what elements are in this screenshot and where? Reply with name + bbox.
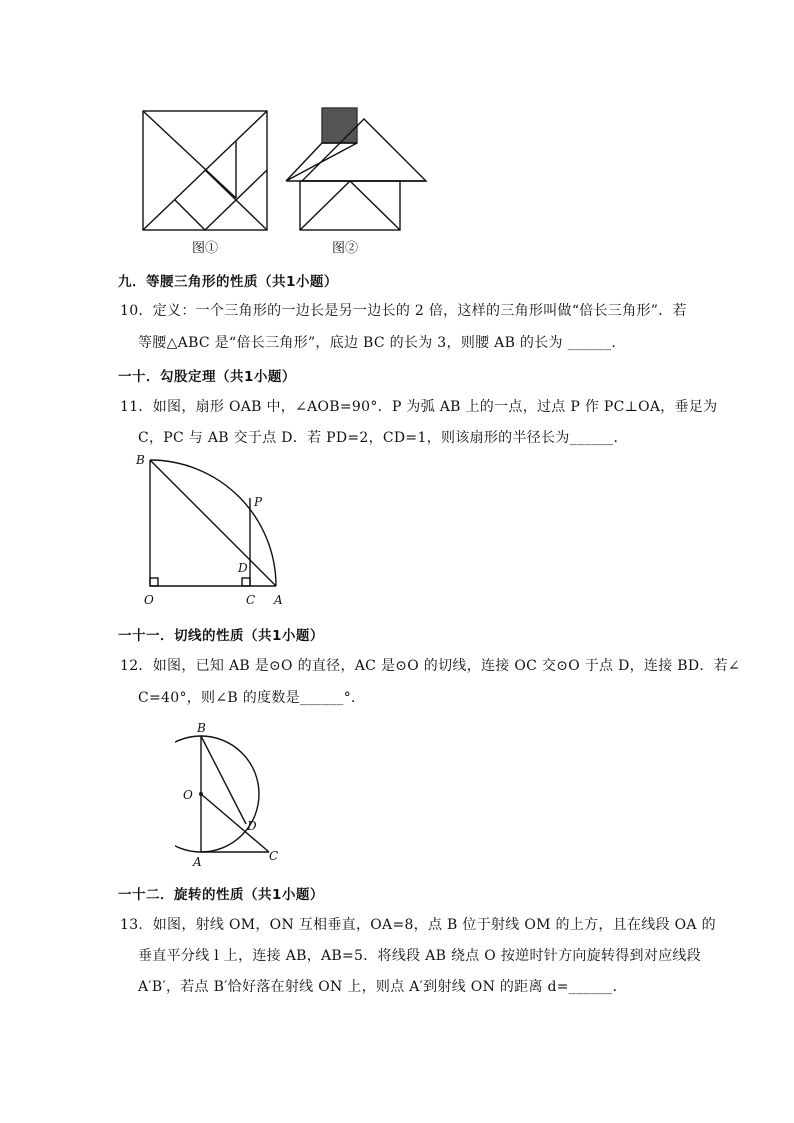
section-heading-rotation: 一十二．旋转的性质（共1小题） xyxy=(118,887,324,903)
tangram-square-figure xyxy=(140,108,270,233)
label-P: P xyxy=(254,495,263,509)
question-13-line-3: A′B′，若点 B′恰好落在射线 ON 上，则点 A′到射线 ON 的距离 d=______． xyxy=(138,979,627,995)
question-13-line-2: 垂直平分线 l 上，连接 AB，AB=5．将线段 AB 绕点 O 按逆时针方向旋转得到对应线段 xyxy=(138,948,702,964)
sector-figure xyxy=(130,450,295,610)
label-A: A xyxy=(274,593,283,607)
section-heading-pythagorean: 一十．勾股定理（共1小题） xyxy=(118,369,296,385)
label-C: C xyxy=(246,593,256,607)
question-13-line-1: 13．如图，射线 OM，ON 互相垂直，OA=8，点 B 位于射线 OM 的上方，且在线段 OA 的 xyxy=(120,917,716,933)
label-B: B xyxy=(197,721,206,735)
question-12-line-1: 12．如图，已知 AB 是⊙O 的直径，AC 是⊙O 的切线，连接 OC 交⊙O 于点 D，连接 BD．若∠ xyxy=(120,658,741,674)
section-heading-tangent: 一十一．切线的性质（共1小题） xyxy=(118,628,324,644)
section-heading-isosceles: 九．等腰三角形的性质（共1小题） xyxy=(118,274,338,290)
label-C: C xyxy=(269,849,279,863)
question-11-line-1: 11．如图，扇形 OAB 中，∠AOB=90°．P 为弧 AB 上的一点，过点 P 作 PC⊥OA，垂足为 xyxy=(120,399,718,415)
circle-tangent-figure xyxy=(175,718,290,868)
label-O: O xyxy=(144,593,154,607)
tangram-house-figure xyxy=(284,105,429,233)
question-10-line-2: 等腰△ABC 是“倍长三角形”，底边 BC 的长为 3，则腰 AB 的长为 ______． xyxy=(138,335,626,351)
label-D: D xyxy=(247,819,257,833)
question-12-line-2: C=40°，则∠B 的度数是______°． xyxy=(138,690,366,706)
question-10-line-1: 10．定义：一个三角形的一边长是另一边长的 2 倍，这样的三角形叫做“倍长三角形”．若 xyxy=(120,303,687,319)
label-O: O xyxy=(183,788,193,802)
figure-2-caption: 图② xyxy=(332,241,359,256)
question-11-line-2: C，PC 与 AB 交于点 D．若 PD=2，CD=1，则该扇形的半径长为______． xyxy=(138,430,628,446)
label-A: A xyxy=(193,855,202,868)
label-D: D xyxy=(238,561,248,575)
figure-1-caption: 图① xyxy=(192,241,219,256)
label-B: B xyxy=(136,453,145,467)
